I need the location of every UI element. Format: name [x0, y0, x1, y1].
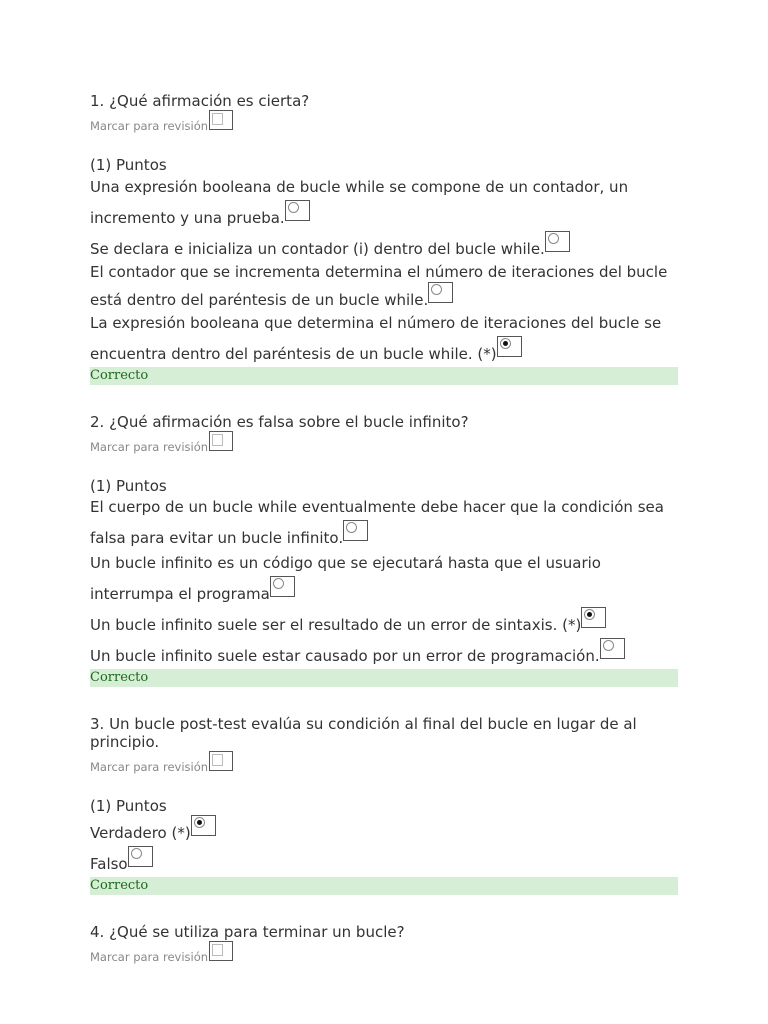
- question-title: 4. ¿Qué se utiliza para terminar un bucle?: [90, 923, 405, 941]
- answer-option-text: Un bucle infinito es un código que se ejecutará hasta que el usuario interrumpa el programa: [90, 554, 601, 603]
- answer-option-text: Falso: [90, 855, 128, 873]
- radio-selected-icon: [500, 338, 511, 349]
- radio-icon: [273, 578, 284, 589]
- checkbox-icon: [212, 754, 223, 766]
- answer-option: [90, 846, 678, 877]
- answer-option: [90, 262, 678, 310]
- mark-for-review: [90, 435, 678, 459]
- question-4: [90, 923, 678, 969]
- points-label: (1) Puntos: [90, 477, 167, 495]
- radio-icon: [288, 202, 299, 213]
- question-1: [90, 92, 678, 385]
- answer-radio[interactable]: [545, 231, 570, 252]
- answer-radio-selected[interactable]: [581, 607, 606, 628]
- checkbox-icon: [212, 113, 223, 125]
- answer-option: [90, 495, 678, 551]
- answer-option: [90, 607, 678, 638]
- answer-option: [90, 551, 678, 607]
- answer-option: [90, 310, 678, 367]
- radio-icon: [431, 284, 442, 295]
- radio-icon: [603, 640, 614, 651]
- result-correct: Correcto: [90, 877, 678, 895]
- points-label: (1) Puntos: [90, 156, 167, 174]
- question-3: [90, 715, 678, 895]
- answer-option-text: El cuerpo de un bucle while eventualmente debe hacer que la condición sea falsa para evitar un bucle infinito.: [90, 498, 664, 547]
- checkbox-icon: [212, 434, 223, 446]
- question-2: [90, 413, 678, 687]
- mark-for-review-checkbox[interactable]: [209, 431, 233, 451]
- answer-radio[interactable]: [343, 520, 368, 541]
- result-correct: Correcto: [90, 669, 678, 687]
- answer-option-text: El contador que se incrementa determina el número de iteraciones del bucle está dentro del paréntesis de un bucle while.: [90, 263, 668, 309]
- answer-option-text: La expresión booleana que determina el número de iteraciones del bucle se encuentra dentro del paréntesis de un bucle while. (*): [90, 314, 662, 363]
- mark-for-review-label: Marcar para revisión: [90, 440, 209, 454]
- answer-option: [90, 174, 678, 231]
- question-title: 1. ¿Qué afirmación es cierta?: [90, 92, 310, 110]
- answer-option-text: Un bucle infinito suele ser el resultado de un error de sintaxis. (*): [90, 616, 582, 634]
- answer-option: [90, 815, 678, 846]
- answer-radio-selected[interactable]: [497, 336, 522, 357]
- radio-selected-icon: [194, 817, 205, 828]
- mark-for-review-label: Marcar para revisión: [90, 950, 209, 964]
- radio-icon: [346, 522, 357, 533]
- mark-for-review-checkbox[interactable]: [209, 941, 233, 961]
- radio-icon: [548, 233, 559, 244]
- question-title: 3. Un bucle post-test evalúa su condición al final del bucle en lugar de al principio.: [90, 715, 637, 751]
- answer-radio[interactable]: [285, 200, 310, 221]
- mark-for-review-checkbox[interactable]: [209, 751, 233, 771]
- radio-icon: [131, 848, 142, 859]
- answer-option-text: Una expresión booleana de bucle while se compone de un contador, un incremento y una prueba.: [90, 178, 629, 227]
- mark-for-review-label: Marcar para revisión: [90, 760, 209, 774]
- quiz-page: [90, 92, 678, 969]
- points-label: (1) Puntos: [90, 797, 167, 815]
- mark-for-review: [90, 945, 678, 969]
- mark-for-review-checkbox[interactable]: [209, 110, 233, 130]
- answer-radio[interactable]: [600, 638, 625, 659]
- answer-radio[interactable]: [428, 282, 453, 303]
- question-title: 2. ¿Qué afirmación es falsa sobre el bucle infinito?: [90, 413, 469, 431]
- answer-option-text: Un bucle infinito suele estar causado por un error de programación.: [90, 647, 600, 665]
- answer-option-text: Verdadero (*): [90, 824, 191, 842]
- answer-radio[interactable]: [128, 846, 153, 867]
- checkbox-icon: [212, 944, 223, 956]
- mark-for-review: [90, 114, 678, 138]
- answer-radio-selected[interactable]: [191, 815, 216, 836]
- answer-option-text: Se declara e inicializa un contador (i) dentro del bucle while.: [90, 240, 545, 258]
- mark-for-review-label: Marcar para revisión: [90, 119, 209, 133]
- mark-for-review: [90, 755, 678, 779]
- answer-option: [90, 231, 678, 262]
- answer-radio[interactable]: [270, 576, 295, 597]
- result-correct: Correcto: [90, 367, 678, 385]
- radio-selected-icon: [584, 609, 595, 620]
- answer-option: [90, 638, 678, 669]
